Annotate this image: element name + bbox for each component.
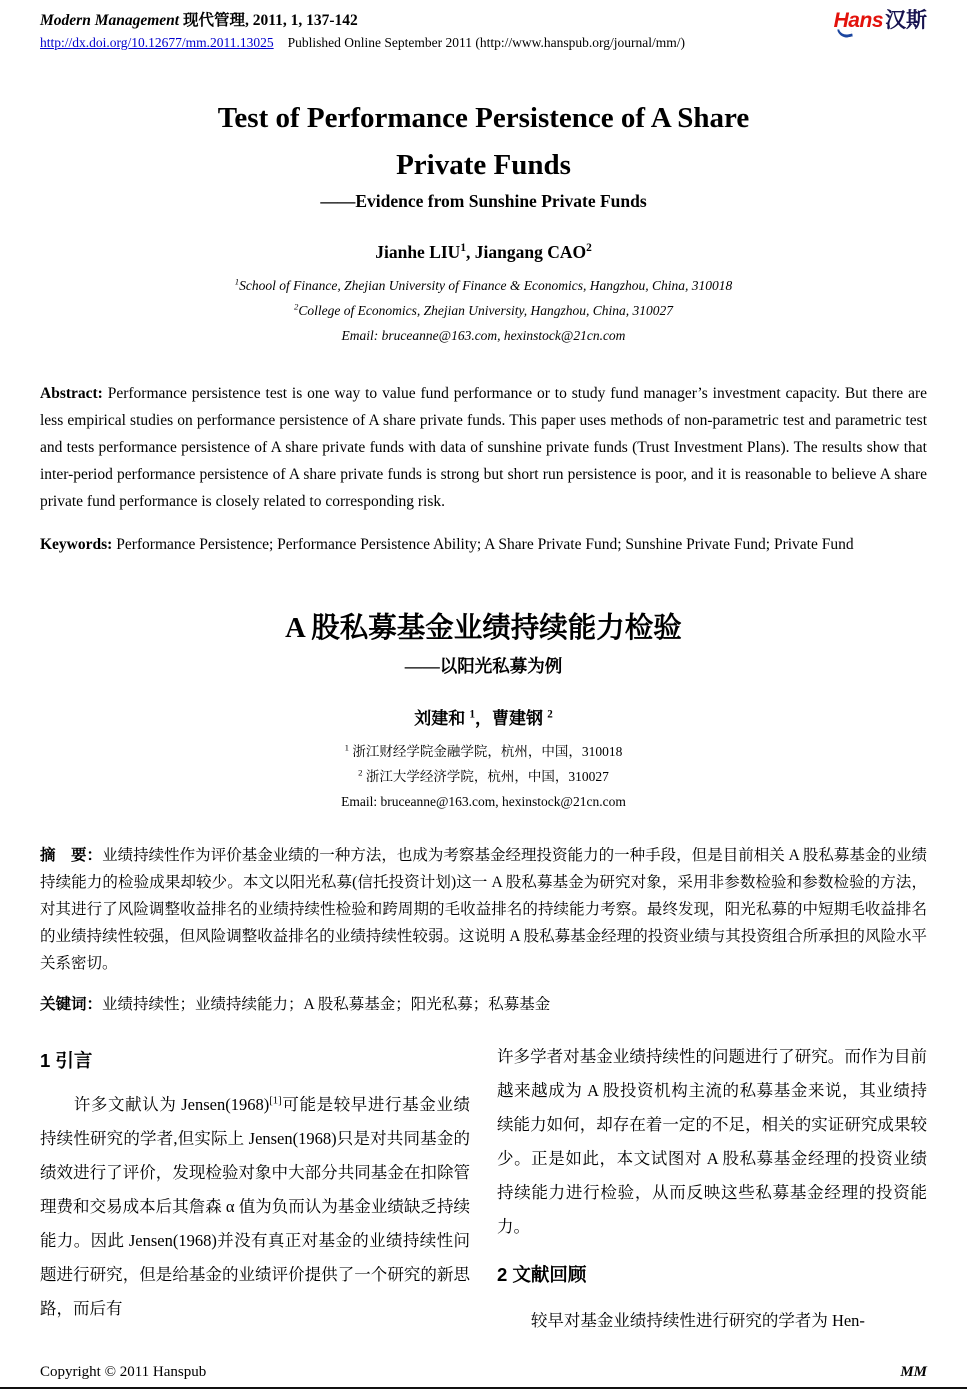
affiliation-line bbox=[40, 298, 927, 323]
intro-text-before-citation: 许多文献认为 Jensen(1968) bbox=[73, 1094, 270, 1114]
affil-text: College of Economics, Zhejian University, Hangzhou, China, 310027 bbox=[298, 302, 673, 318]
journal-info bbox=[40, 8, 685, 51]
journal-abbreviation: MM bbox=[900, 1364, 927, 1380]
hans-logo-chinese: 汉斯 bbox=[885, 9, 927, 32]
author-name: 曹建钢 bbox=[492, 708, 543, 728]
section-heading-literature-review: 2 文献回顾 bbox=[497, 1263, 587, 1285]
paper-subtitle-en: ——Evidence from Sunshine Private Funds bbox=[320, 190, 647, 211]
intro-paragraph bbox=[40, 1088, 470, 1326]
doi-link[interactable]: http://dx.doi.org/10.12677/mm.2011.13025 bbox=[40, 35, 274, 50]
affiliation-line bbox=[40, 273, 927, 298]
published-online-text: Published Online September 2011 (http://www.hanspub.org/journal/mm/) bbox=[287, 35, 685, 50]
keywords-label-en: Keywords: bbox=[40, 535, 113, 553]
paper-subtitle-cn: ——以阳光私募为例 bbox=[404, 655, 563, 676]
abstract-en bbox=[40, 380, 927, 515]
authors-cn bbox=[40, 704, 927, 729]
affil-text: 浙江财经学院金融学院，杭州，中国，310018 bbox=[352, 743, 623, 759]
title-line-2: Private Funds bbox=[396, 148, 571, 181]
section-heading-introduction: 1 引言 bbox=[40, 1049, 93, 1071]
two-column-body bbox=[40, 1040, 927, 1338]
abstract-text-cn: 业绩持续性作为评价基金业绩的一种方法，也成为考察基金经理投资能力的一种手段，但是目前相关 A 股私募基金的业绩持续能力的检验成果却较少。本文以阳光私募(信托投资计划)这一 A 股私募基金为研究对象，采用非参数检验和参数检验的方法，对其进行了风险调整收益排名的业绩持续性检验和跨周期的毛收益排名的持续能力考察。最终发现，阳光私募的中短期毛收益排名的业绩持续性较强，但风险调整收益排名的业绩持续性较弱。这说明 A 股私募基金经理的投资业绩与其投资组合所承担的风险水平关系密切。 bbox=[40, 846, 927, 972]
author-affil-mark: 1 bbox=[469, 708, 475, 721]
abstract-cn bbox=[40, 842, 927, 977]
affil-mark: 1 bbox=[234, 276, 240, 287]
affil-text: 浙江大学经济学院，杭州，中国，310027 bbox=[365, 768, 609, 784]
keywords-en bbox=[40, 531, 927, 558]
citation-mark: [1] bbox=[269, 1094, 282, 1107]
literature-review-paragraph: 较早对基金业绩持续性进行研究的学者为 Hen- bbox=[530, 1310, 865, 1330]
doi-line bbox=[40, 35, 685, 51]
paper-title-cn: A 股私募基金业绩持续能力检验 bbox=[285, 612, 682, 644]
keywords-text-en: Performance Persistence; Performance Persistence Ability; A Share Private Fund; Sunshine Private Fund; Private Fund bbox=[112, 535, 854, 553]
authors-en bbox=[40, 242, 927, 263]
journal-name: Modern Management bbox=[40, 12, 180, 29]
author-name: Jiangang CAO bbox=[474, 241, 587, 262]
left-column bbox=[40, 1040, 470, 1338]
author-affil-mark: 1 bbox=[460, 242, 466, 255]
author-name: Jianhe LIU bbox=[375, 241, 461, 262]
author-affil-mark: 2 bbox=[547, 708, 553, 721]
keywords-label-cn: 关键词： bbox=[40, 995, 103, 1013]
abstract-label-en: Abstract: bbox=[40, 384, 103, 402]
affiliations-cn bbox=[40, 739, 927, 814]
page-header bbox=[40, 8, 927, 51]
author-separator: , bbox=[466, 241, 475, 262]
right-column bbox=[497, 1040, 927, 1338]
abstract-label-cn: 摘 要： bbox=[40, 846, 103, 864]
hans-logo bbox=[834, 8, 927, 34]
affiliations-en bbox=[40, 273, 927, 348]
journal-title-line bbox=[40, 8, 685, 30]
keywords-cn bbox=[40, 991, 927, 1018]
journal-issue-info: 现代管理, 2011, 1, 137-142 bbox=[179, 12, 358, 29]
page-footer bbox=[40, 1364, 927, 1381]
intro-text-after-citation: 可能是较早进行基金业绩持续性研究的学者,但实际上 Jensen(1968)只是对共同基金的绩效进行了评价，发现检验对象中大部分共同基金在扣除管理费和交易成本后其詹森 α 值为负而认为基金业绩缺乏持续能力。因此 Jensen(1968)并没有真正对基金的业绩持续性问题进行研究，但是给基金的业绩评价提供了一个研究的新思路，而后有 bbox=[40, 1094, 471, 1318]
intro-continued-paragraph: 许多学者对基金业绩持续性的问题进行了研究。而作为目前越来越成为 A 股投资机构主流的私募基金来说，其业绩持续能力如何，却存在着一定的不足，相关的实证研究成果较少。正是如此，本文试图对 A 股私募基金经理的投资业绩持续能力进行检验，从而反映这些私募基金经理的投资能力。 bbox=[497, 1046, 927, 1236]
affil-mark: 2 bbox=[358, 767, 363, 778]
copyright-text: Copyright © 2011 Hanspub bbox=[40, 1364, 207, 1380]
affiliation-line bbox=[40, 764, 927, 789]
title-line-1: Test of Performance Persistence of A Share bbox=[217, 102, 750, 134]
affil-mark: 1 bbox=[344, 742, 349, 753]
email-line-cn: Email: bruceanne@163.com, hexinstock@21cn.com bbox=[341, 793, 626, 809]
paper-title-en bbox=[40, 95, 927, 189]
keywords-text-cn: 业绩持续性；业绩持续能力；A 股私募基金；阳光私募；私募基金 bbox=[102, 995, 551, 1013]
email-line-en: Email: bruceanne@163.com, hexinstock@21cn.com bbox=[341, 327, 626, 343]
affil-text: School of Finance, Zhejian University of Finance & Economics, Hangzhou, China, 310018 bbox=[239, 277, 733, 293]
affiliation-line bbox=[40, 739, 927, 764]
author-affil-mark: 2 bbox=[586, 242, 592, 255]
hans-logo-latin: Hans bbox=[833, 9, 883, 32]
affil-mark: 2 bbox=[294, 301, 299, 312]
logo-swoosh-icon bbox=[837, 27, 853, 40]
author-name: 刘建和 bbox=[414, 708, 466, 728]
abstract-text-en: Performance persistence test is one way to value fund performance or to study fund manager’s investment capacity. But there are less empirical studies on performance persistence of A share private funds. This paper uses methods of non-parametric test and parametric test and tests performance persistence of A share private funds with data of sunshine private funds (Trust Investment Plans). The results show that inter-period performance persistence of A share private funds is strong but short run persistence is poor, and it is reasonable to believe A share private fund performance is closely related to corresponding risk. bbox=[40, 384, 927, 510]
author-separator: ， bbox=[475, 708, 492, 728]
